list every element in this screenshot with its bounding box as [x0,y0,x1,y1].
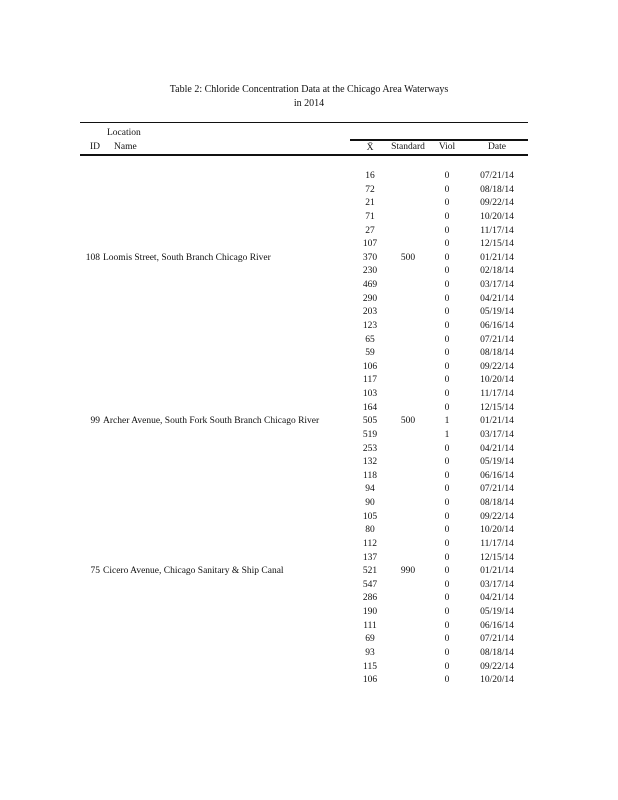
cell-viol: 0 [444,511,450,522]
cell-date: 10/20/14 [480,375,514,386]
cell-date: 12/15/14 [480,552,514,563]
table-row [0,443,618,457]
cell-value: 80 [365,525,375,536]
header-rule [80,154,528,156]
cell-date: 09/22/14 [480,511,514,522]
cell-standard: 990 [400,566,416,577]
cell-date: 07/21/14 [480,334,514,345]
cell-standard: 500 [400,416,416,427]
cell-viol: 0 [444,402,450,413]
cell-viol: 0 [444,675,450,686]
cell-viol: 0 [444,320,450,331]
table-row [0,334,618,348]
header-standard: Standard [391,142,425,152]
cell-value: 547 [362,579,378,590]
cell-viol: 1 [444,429,450,440]
cell-viol: 0 [444,198,450,209]
header-id: ID [90,142,101,152]
table-row [0,320,618,334]
header-location: Location [107,128,141,138]
cell-value: 117 [363,375,377,386]
table-row [0,483,618,497]
cell-date: 11/17/14 [480,538,514,549]
table-row [0,347,618,361]
cell-viol: 0 [444,171,450,181]
cell-date: 07/21/14 [480,634,514,645]
cell-date: 10/20/14 [480,675,514,686]
cell-viol: 0 [444,293,450,304]
cell-value: 72 [365,184,375,195]
cell-viol: 0 [444,647,450,658]
table-row [0,497,618,511]
cell-date: 05/19/14 [480,307,514,318]
cell-viol: 0 [444,538,450,549]
cell-value: 132 [362,457,378,468]
cell-date: 12/15/14 [480,402,514,413]
table-row [0,620,618,634]
cell-value: 106 [362,361,378,372]
cell-viol: 0 [444,498,450,508]
cell-value: 123 [362,320,378,331]
cell-date: 01/21/14 [480,416,514,427]
cell-name: Cicero Avenue, Chicago Sanitary & Ship Canal [103,566,284,577]
cell-date: 08/18/14 [480,348,514,359]
cell-viol: 0 [444,579,450,590]
cell-viol: 0 [444,334,450,345]
table-row [0,293,618,307]
cell-date: 07/21/14 [480,484,514,495]
cell-value: 469 [362,280,378,290]
cell-viol: 0 [444,184,450,195]
table-row [0,538,618,552]
cell-date: 05/19/14 [480,457,514,468]
cell-date: 09/22/14 [480,198,514,209]
cell-value: 253 [362,443,378,454]
cell-id: 75 [90,566,100,577]
cell-viol: 0 [444,348,450,359]
cell-value: 290 [362,293,378,304]
table-row [0,579,618,593]
table-row [0,197,618,211]
cell-value: 519 [362,429,378,440]
cell-date: 01/21/14 [480,252,514,263]
cell-value: 65 [365,334,375,345]
cell-viol: 0 [444,280,450,290]
table-row [0,184,618,198]
table-row [0,265,618,279]
cell-id: 99 [90,416,100,427]
cell-value: 103 [362,389,378,399]
cell-viol: 0 [444,566,450,577]
cell-value: 94 [365,484,375,495]
cell-date: 03/17/14 [480,280,514,290]
cell-viol: 0 [444,470,450,481]
cell-viol: 0 [444,661,450,672]
cell-viol: 0 [444,375,450,386]
table-row [0,511,618,525]
cell-viol: 0 [444,389,450,399]
cell-viol: 0 [444,484,450,495]
cell-date: 03/17/14 [480,579,514,590]
cell-date: 11/17/14 [480,389,514,399]
cell-viol: 0 [444,266,450,277]
table-row [0,633,618,647]
cell-date: 01/21/14 [480,566,514,577]
table-caption-line1: Table 2: Chloride Concentration Data at the Chicago Area Waterways [169,84,449,95]
cell-value: 118 [363,470,377,481]
cell-value: 111 [363,620,377,631]
table-row [0,661,618,675]
table-row [0,565,618,579]
table-caption-line2: in 2014 [293,98,325,109]
cell-value: 16 [365,171,375,181]
table-row [0,374,618,388]
cell-viol: 0 [444,457,450,468]
cell-value: 107 [362,239,378,250]
cell-value: 69 [365,634,375,645]
cell-id: 108 [85,252,100,263]
cell-viol: 0 [444,225,450,236]
cell-value: 90 [365,498,375,508]
table-row [0,211,618,225]
table-body [0,170,618,688]
cell-name: Loomis Street, South Branch Chicago River [103,252,271,263]
cell-date: 02/18/14 [480,266,514,277]
cell-viol: 0 [444,607,450,617]
cell-value: 370 [362,252,378,263]
cell-value: 93 [365,647,375,658]
cell-date: 08/18/14 [480,498,514,508]
cell-value: 106 [362,675,378,686]
cell-date: 11/17/14 [480,225,514,236]
table-row [0,388,618,402]
cell-standard: 500 [400,252,416,263]
header-date: Date [488,142,506,152]
cell-value: 286 [362,593,378,604]
cell-value: 59 [365,348,375,359]
header-value: X̄ [366,143,374,153]
table-row [0,606,618,620]
cell-viol: 0 [444,620,450,631]
cell-date: 08/18/14 [480,647,514,658]
cell-date: 10/20/14 [480,211,514,222]
cell-value: 21 [365,198,375,209]
cell-value: 164 [362,402,378,413]
cell-date: 06/16/14 [480,620,514,631]
cell-date: 09/22/14 [480,361,514,372]
cell-viol: 1 [444,416,450,427]
cell-date: 05/19/14 [480,607,514,617]
cell-date: 06/16/14 [480,470,514,481]
table-row [0,674,618,688]
cell-viol: 0 [444,443,450,454]
table-row [0,429,618,443]
table-row [0,361,618,375]
cell-name: Archer Avenue, South Fork South Branch Chicago River [103,416,320,427]
cell-value: 190 [362,607,378,617]
table-row [0,592,618,606]
cell-viol: 0 [444,361,450,372]
table-row [0,252,618,266]
cell-value: 71 [365,211,375,222]
cell-viol: 0 [444,593,450,604]
table-row [0,456,618,470]
cell-viol: 0 [444,307,450,318]
cell-viol: 0 [444,552,450,563]
cell-date: 07/21/14 [480,171,514,181]
table-row [0,415,618,429]
header-name: Name [114,142,137,152]
cell-viol: 0 [444,239,450,250]
cell-date: 12/15/14 [480,239,514,250]
cell-viol: 0 [444,252,450,263]
cell-value: 521 [362,566,378,577]
cell-date: 03/17/14 [480,429,514,440]
cell-date: 06/16/14 [480,320,514,331]
header-viol: Viol [438,142,456,152]
cell-date: 04/21/14 [480,293,514,304]
table-row [0,552,618,566]
cell-viol: 0 [444,525,450,536]
cell-value: 27 [365,225,375,236]
table-row [0,402,618,416]
cell-date: 04/21/14 [480,443,514,454]
top-rule [80,122,528,123]
cell-value: 105 [362,511,378,522]
cell-viol: 0 [444,211,450,222]
column-group-rule [350,139,528,141]
cell-date: 10/20/14 [480,525,514,536]
cell-date: 08/18/14 [480,184,514,195]
table-row [0,470,618,484]
table-row [0,225,618,239]
cell-value: 230 [362,266,378,277]
cell-value: 112 [363,538,377,549]
cell-value: 505 [362,416,378,427]
table-row [0,524,618,538]
cell-value: 115 [363,661,377,672]
cell-value: 137 [362,552,378,563]
table-row [0,170,618,184]
table-row [0,647,618,661]
table-row [0,238,618,252]
cell-date: 09/22/14 [480,661,514,672]
table-row [0,279,618,293]
cell-viol: 0 [444,634,450,645]
cell-date: 04/21/14 [480,593,514,604]
table-row [0,306,618,320]
cell-value: 203 [362,307,378,318]
